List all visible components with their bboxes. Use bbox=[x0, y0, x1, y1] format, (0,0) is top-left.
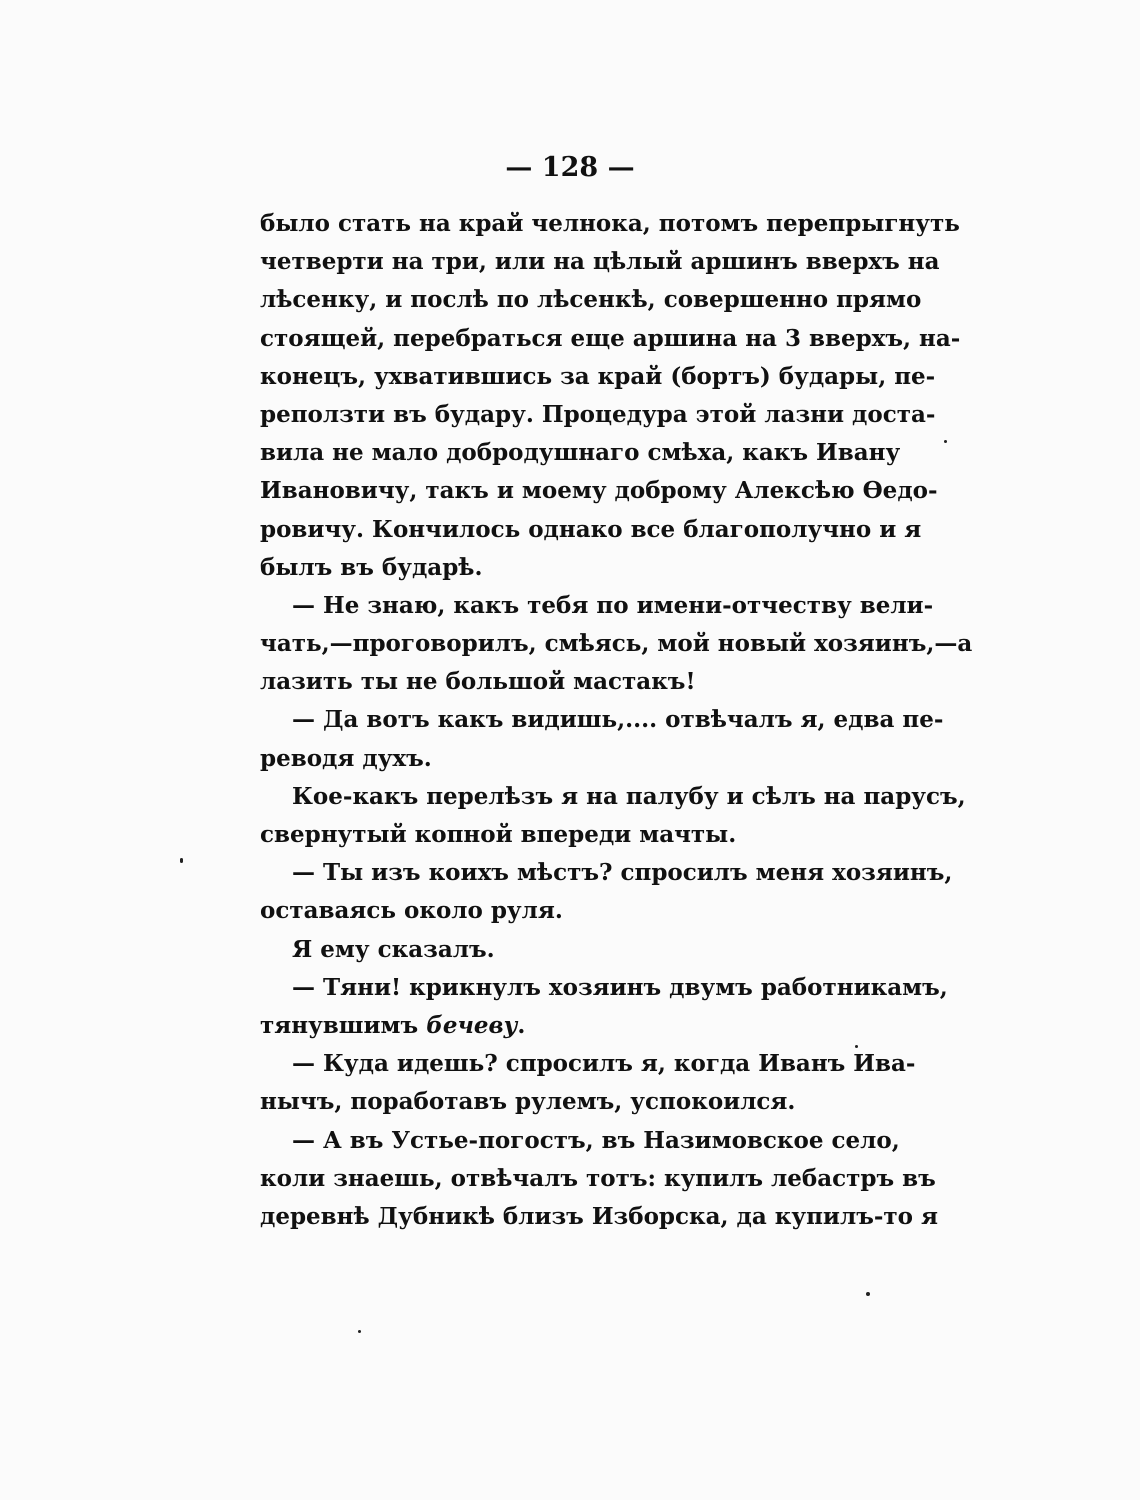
text-line-content: оставаясь около руля. bbox=[260, 897, 563, 925]
text-line bbox=[260, 1045, 916, 1083]
text-line-content: лѣсенку, и послѣ по лѣсенкѣ, совершенно прямо bbox=[260, 286, 922, 314]
text-line bbox=[260, 472, 938, 510]
text-line-content: стоящей, перебраться еще аршина на 3 вверхъ, на- bbox=[260, 324, 961, 352]
text-line bbox=[260, 740, 878, 778]
text-line bbox=[260, 1083, 878, 1121]
text-line-content: былъ въ бударѣ. bbox=[260, 553, 483, 581]
text-line-content: четверти на три, или на цѣлый аршинъ вверхъ на bbox=[260, 248, 940, 276]
text-line-content: ровичу. Кончилось однако все благополучно и я bbox=[260, 515, 922, 543]
italic-word: бечеву bbox=[426, 1011, 518, 1039]
text-line bbox=[260, 434, 901, 472]
text-line-content: конецъ, ухватившись за край (бортъ) будары, пе- bbox=[260, 362, 936, 390]
text-line bbox=[260, 320, 961, 358]
text-line-content: было стать на край челнока, потомъ перепрыгнуть bbox=[260, 210, 960, 237]
text-line-content: Кое-какъ перелѣзъ я на палубу и сѣлъ на парусъ, bbox=[292, 782, 966, 810]
text-line bbox=[260, 358, 936, 396]
text-line-content: деревнѣ Дубникѣ близъ Изборска, да купилъ-то я bbox=[260, 1202, 938, 1230]
text-line bbox=[260, 205, 960, 243]
text-line-content: тянувшимъ bbox=[260, 1011, 427, 1039]
text-line bbox=[260, 816, 878, 854]
print-speck bbox=[180, 858, 183, 863]
body-text bbox=[260, 205, 973, 1236]
text-line-content: — Тяни! крикнулъ хозяинъ двумъ работникамъ, bbox=[292, 973, 948, 1001]
text-line bbox=[260, 281, 922, 319]
text-line bbox=[260, 969, 948, 1007]
print-speck bbox=[855, 1045, 858, 1048]
text-line bbox=[260, 701, 944, 739]
text-line-content: Я ему сказалъ. bbox=[292, 935, 495, 963]
text-line bbox=[260, 587, 934, 625]
text-line-content: реводя духъ. bbox=[260, 744, 432, 772]
text-line bbox=[260, 854, 953, 892]
text-line bbox=[260, 625, 973, 663]
text-line-content: вила не мало добродушнаго смѣха, какъ Ивану bbox=[260, 439, 901, 467]
text-line-content: реползти въ будару. Процедура этой лазни доста- bbox=[260, 400, 936, 428]
text-line-content: — Куда идешь? спросилъ я, когда Иванъ Ива- bbox=[292, 1050, 916, 1078]
page-number: — 128 — bbox=[505, 152, 635, 183]
text-line-content: лазить ты не большой мастакъ! bbox=[260, 668, 696, 696]
text-line-content: нычъ, поработавъ рулемъ, успокоился. bbox=[260, 1088, 796, 1116]
text-line bbox=[260, 663, 878, 701]
text-line bbox=[260, 1007, 878, 1045]
text-line bbox=[260, 511, 922, 549]
text-line bbox=[260, 1198, 938, 1236]
print-speck bbox=[358, 1330, 361, 1333]
text-line-content: коли знаешь, отвѣчалъ тотъ: купилъ лебастръ въ bbox=[260, 1164, 936, 1192]
text-line bbox=[260, 778, 966, 816]
text-line bbox=[260, 1122, 900, 1160]
text-line-content: — Ты изъ коихъ мѣстъ? спросилъ меня хозяинъ, bbox=[292, 859, 953, 887]
text-line-content: чать,—проговорилъ, смѣясь, мой новый хозяинъ,—а bbox=[260, 630, 973, 658]
punctuation: . bbox=[517, 1011, 526, 1039]
text-line bbox=[260, 549, 878, 587]
text-line bbox=[260, 931, 878, 969]
print-speck bbox=[866, 1292, 870, 1296]
text-line-content: Ивановичу, такъ и моему доброму Алексѣю Ѳедо- bbox=[260, 477, 938, 505]
text-line bbox=[260, 1160, 936, 1198]
text-line-content: свернутый копной впереди мачты. bbox=[260, 821, 737, 848]
text-line bbox=[260, 243, 940, 281]
text-line-content: — Да вотъ какъ видишь,.... отвѣчалъ я, едва пе- bbox=[292, 706, 944, 734]
text-line-content: — Не знаю, какъ тебя по имени-отчеству вели- bbox=[292, 591, 934, 619]
text-line bbox=[260, 892, 878, 930]
print-speck bbox=[944, 440, 947, 443]
text-line-content: — А въ Устье-погостъ, въ Назимовское село, bbox=[292, 1126, 900, 1154]
text-line bbox=[260, 396, 936, 434]
